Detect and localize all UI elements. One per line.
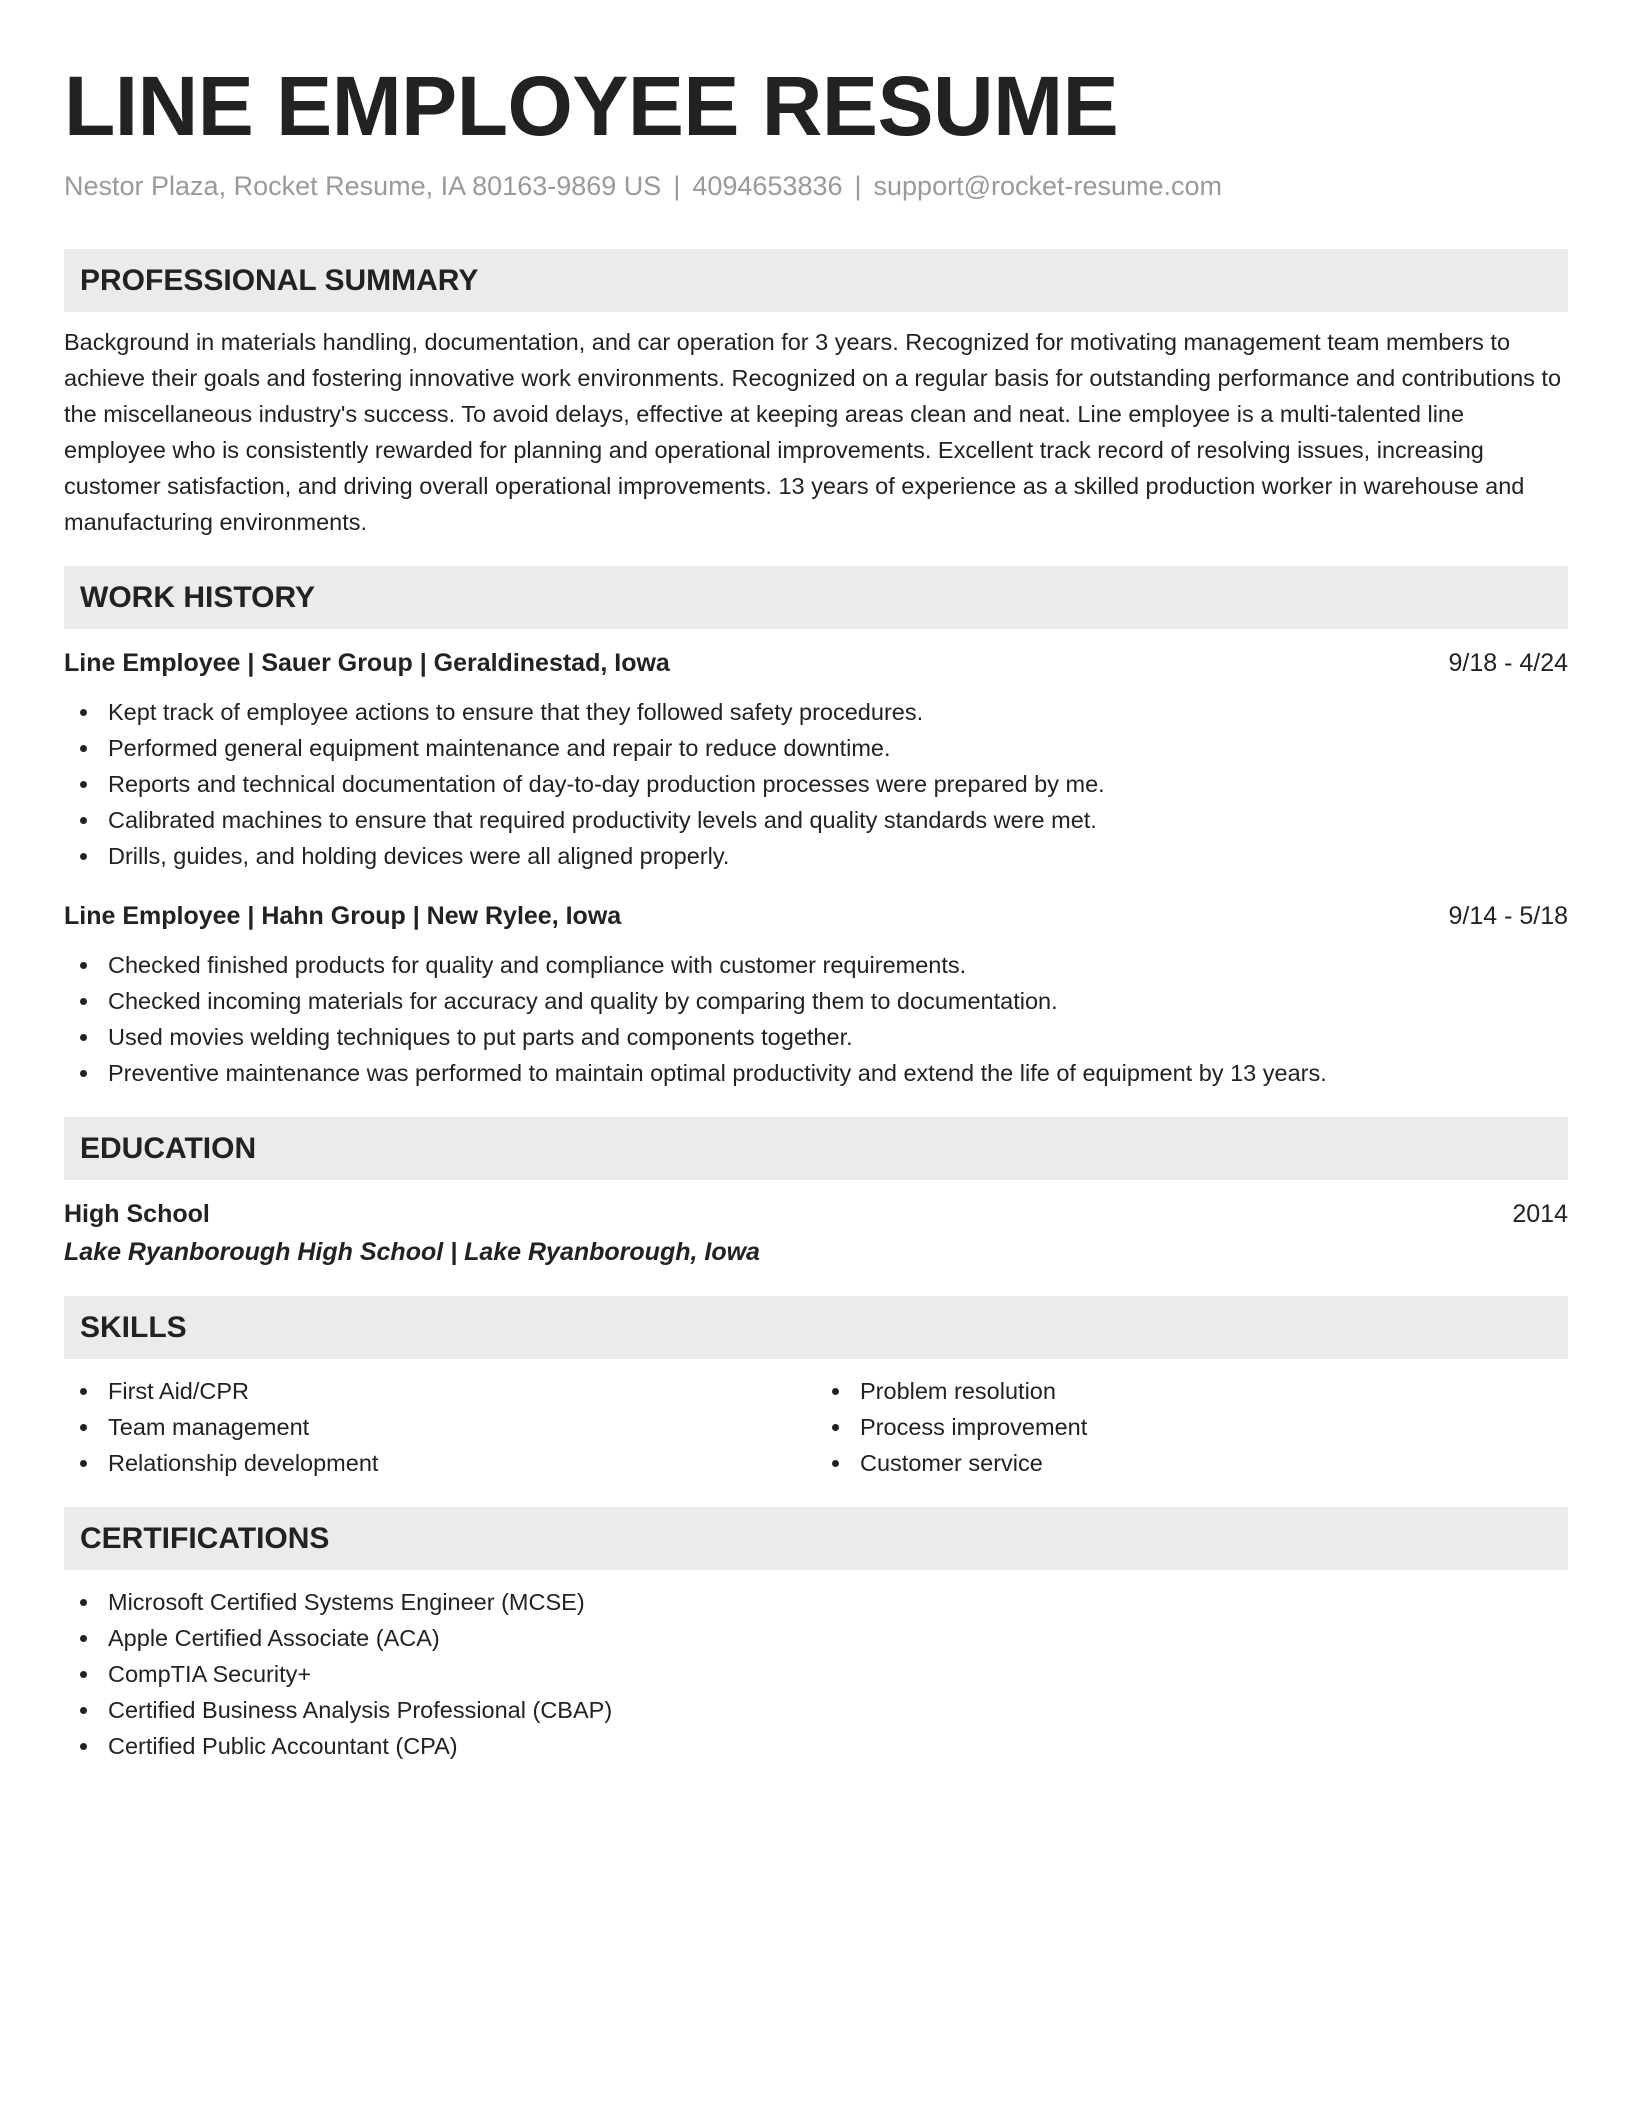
job-bullet: Used movies welding techniques to put parts and components together. bbox=[64, 1019, 1568, 1055]
certification-item: Certified Business Analysis Professional (CBAP) bbox=[64, 1692, 1568, 1728]
section-header-summary: PROFESSIONAL SUMMARY bbox=[64, 249, 1568, 312]
job-bullet: Drills, guides, and holding devices were all aligned properly. bbox=[64, 838, 1568, 874]
job-bullets bbox=[64, 694, 1568, 874]
section-header-education: EDUCATION bbox=[64, 1117, 1568, 1180]
job-bullet: Calibrated machines to ensure that required productivity levels and quality standards were met. bbox=[64, 802, 1568, 838]
certifications-list bbox=[64, 1584, 1568, 1764]
education-degree: High School bbox=[64, 1200, 210, 1228]
skill-item: Team management bbox=[64, 1409, 816, 1445]
skill-item: Problem resolution bbox=[816, 1373, 1568, 1409]
summary-text: Background in materials handling, documentation, and car operation for 3 years. Recognized for motivating management team members to achieve their goals and fostering innovative work environments. Recognized on a regular basis for outstanding performance and contributions to the miscellaneous industry's success. To avoid delays, effective at keeping areas clean and neat. Line employee is a multi-talented line employee who is consistently rewarded for planning and operational improvements. Excellent track record of resolving issues, increasing customer satisfaction, and driving overall operational improvements. 13 years of experience as a skilled production worker in warehouse and manufacturing environments. bbox=[64, 329, 1562, 535]
job-entry bbox=[64, 899, 1568, 1091]
education-entry bbox=[64, 1197, 1568, 1269]
certification-item: Apple Certified Associate (ACA) bbox=[64, 1620, 1568, 1656]
education-header bbox=[64, 1197, 1568, 1231]
job-bullet: Preventive maintenance was performed to maintain optimal productivity and extend the life of equipment by 13 years. bbox=[64, 1055, 1568, 1091]
skill-item: Process improvement bbox=[816, 1409, 1568, 1445]
job-entry bbox=[64, 646, 1568, 874]
job-bullet: Checked finished products for quality and compliance with customer requirements. bbox=[64, 947, 1568, 983]
job-title: Line Employee | Hahn Group | New Rylee, Iowa bbox=[64, 902, 622, 930]
contact-address: Nestor Plaza, Rocket Resume, IA 80163-9869 US bbox=[64, 171, 662, 201]
skill-item: Customer service bbox=[816, 1445, 1568, 1481]
job-header bbox=[64, 899, 1568, 933]
section-header-work-history: WORK HISTORY bbox=[64, 566, 1568, 629]
certification-item: Microsoft Certified Systems Engineer (MCSE) bbox=[64, 1584, 1568, 1620]
job-title: Line Employee | Sauer Group | Geraldinestad, Iowa bbox=[64, 649, 670, 677]
job-header bbox=[64, 646, 1568, 680]
skills-columns bbox=[64, 1373, 1568, 1481]
skill-item: Relationship development bbox=[64, 1445, 816, 1481]
certification-item: CompTIA Security+ bbox=[64, 1656, 1568, 1692]
skills-list-right bbox=[816, 1373, 1568, 1481]
education-school: Lake Ryanborough High School | Lake Ryanborough, Iowa bbox=[64, 1238, 760, 1266]
contact-phone: 4094653836 bbox=[692, 171, 843, 201]
section-header-certifications: CERTIFICATIONS bbox=[64, 1507, 1568, 1570]
section-header-skills: SKILLS bbox=[64, 1296, 1568, 1359]
skills-list-left bbox=[64, 1373, 816, 1481]
contact-separator: | bbox=[673, 171, 681, 201]
contact-email[interactable]: support@rocket-resume.com bbox=[873, 171, 1223, 201]
job-bullet: Checked incoming materials for accuracy and quality by comparing them to documentation. bbox=[64, 983, 1568, 1019]
skill-item: First Aid/CPR bbox=[64, 1373, 816, 1409]
job-bullet: Reports and technical documentation of day-to-day production processes were prepared by me. bbox=[64, 766, 1568, 802]
job-bullet: Performed general equipment maintenance and repair to reduce downtime. bbox=[64, 730, 1568, 766]
resume-title: LINE EMPLOYEE RESUME bbox=[64, 59, 1119, 153]
job-bullet: Kept track of employee actions to ensure that they followed safety procedures. bbox=[64, 694, 1568, 730]
contact-line bbox=[64, 166, 1568, 206]
job-dates: 9/18 - 4/24 bbox=[1448, 649, 1568, 677]
contact-separator: | bbox=[854, 171, 862, 201]
education-year: 2014 bbox=[1512, 1200, 1568, 1228]
job-dates: 9/14 - 5/18 bbox=[1448, 902, 1568, 930]
certification-item: Certified Public Accountant (CPA) bbox=[64, 1728, 1568, 1764]
job-bullets bbox=[64, 947, 1568, 1091]
